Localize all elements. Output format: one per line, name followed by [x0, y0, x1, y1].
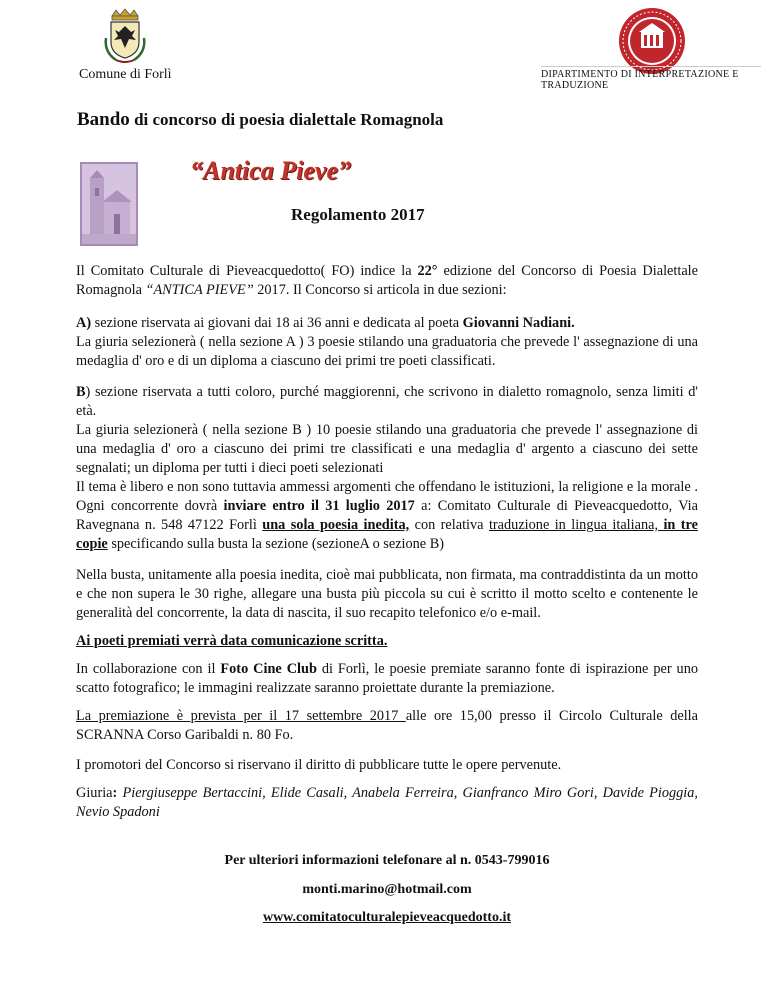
- church-image: [80, 162, 138, 246]
- foto-paragraph: [76, 660, 698, 698]
- section-a-jury: La giuria selezionerà ( nella sezione A ) 3 poesie stilando una graduatoria che prevede l' assegnazione di una medaglia d' oro e di un diploma a ciascuno dei primi tre poeti classificati.: [76, 334, 698, 369]
- contact-phone: Per ulteriori informazioni telefonare al n. 0543-799016: [224, 853, 550, 868]
- foto-text-1: In collaborazione con il: [76, 661, 221, 677]
- foto-club-name: Foto Cine Club: [220, 661, 317, 677]
- poet-name: Giovanni Nadiani.: [462, 315, 575, 331]
- page-title: [77, 109, 443, 131]
- tema-text-4: specificando sulla busta la sezione (sezioneA o sezione B): [107, 536, 445, 552]
- deadline: inviare entro il 31 luglio 2017: [223, 498, 415, 514]
- tema-paragraph: [76, 478, 698, 554]
- giuria-names: Piergiuseppe Bertaccini, Elide Casali, Anabela Ferreira, Gianfranco Miro Gori, Davide Pioggia, Nevio Spadoni: [76, 785, 698, 820]
- diritto-text: I promotori del Concorso si riservano il diritto di pubblicare tutte le opere pervenute.: [76, 757, 562, 773]
- section-a-text: sezione riservata ai giovani dai 18 ai 36 anni e dedicata al poeta: [91, 315, 463, 331]
- tema-text-1: Il tema è libero e non sono tuttavia ammessi argomenti che offendano le istituzioni, la religione e la morale . Ogni concorrente dovrà: [76, 479, 698, 514]
- giuria-colon: :: [112, 785, 118, 801]
- giuria-label: Giuria: [76, 785, 113, 801]
- busta-text: Nella busta, unitamente alla poesia inedita, cioè mai pubblicata, non firmata, ma contraddistinta da un motto e che non supera le 30 righe, allegare una busta più piccola su cui è scritto il motto scelto e contenente le generalità del concorrente, la data di nascita, il suo recapito telefonico e/o e-mail.: [76, 567, 698, 621]
- comune-name: Comune di Forlì: [79, 67, 172, 82]
- comune-crest-logo: [102, 8, 148, 64]
- section-a: [76, 314, 698, 371]
- tema-text-2: a: Comitato Culturale di Pieveacquedotto, Via Ravegnana n. 548 47122 Forlì: [76, 498, 699, 533]
- contest-name: “Antica Pieve”: [190, 156, 352, 185]
- title-rest: di concorso di poesia dialettale Romagnola: [129, 110, 444, 129]
- giuria-paragraph: [76, 784, 698, 822]
- premiati-text: Ai poeti premiati verrà data comunicazione scritta.: [76, 633, 388, 649]
- premiazione-date: La premiazione è prevista per il 17 settembre 2017: [76, 708, 406, 724]
- intro-text-3: 2017. Il Concorso si articola in due sezioni:: [253, 282, 507, 298]
- intro-text-2: edizione del Concorso di Poesia Dialettale Romagnola: [76, 263, 698, 298]
- section-b-jury: La giuria selezionerà ( nella sezione B ) 10 poesie stilando una graduatoria che prevede l' assegnazione di una medaglia d' oro a ciascuno dei primi tre classificati e una medaglia d' argento a ciascuno dei sette segnalati; un diploma per tutti i dieci poeti selezionati: [76, 422, 698, 476]
- translation-rule: traduzione in lingua italiana,: [488, 517, 659, 533]
- premiazione-paragraph: [76, 707, 698, 745]
- intro-paragraph: [76, 262, 698, 300]
- foto-text-2: di Forlì, le poesie premiate saranno fonte di ispirazione per uno scatto fotografico; le immagini realizzate saranno proiettate durante la premiazione.: [76, 661, 698, 696]
- single-poem-rule: una sola poesia inedita,: [262, 517, 410, 533]
- section-a-label: A): [76, 315, 92, 331]
- tema-text-3: con relativa: [409, 517, 489, 533]
- premiazione-text: alle ore 15,00 presso il Circolo Culturale della SCRANNA Corso Garibaldi n. 80 Fo.: [76, 708, 698, 743]
- regolamento-heading: Regolamento 2017: [291, 205, 425, 224]
- contact-website-link[interactable]: www.comitatoculturalepieveacquedotto.it: [262, 910, 512, 925]
- edition-number: 22°: [417, 263, 438, 279]
- contest-name-inline: “ANTICA PIEVE”: [145, 282, 254, 298]
- premiati-paragraph: [76, 632, 698, 651]
- department-name: DIPARTIMENTO DI INTERPRETAZIONE E TRADUZIONE: [541, 69, 739, 91]
- diritto-paragraph: [76, 756, 698, 775]
- contact-email[interactable]: monti.marino@hotmail.com: [302, 882, 472, 897]
- busta-paragraph: [76, 566, 698, 623]
- title-bando-word: Bando: [77, 109, 130, 130]
- section-b: [76, 383, 698, 478]
- section-b-text: ) sezione riservata a tutti coloro, purché maggiorenni, che scrivono in dialetto romagnolo, senza limiti d' età.: [76, 384, 698, 419]
- header-divider: [541, 66, 761, 67]
- intro-text-1: Il Comitato Culturale di Pieveacquedotto( FO) indice la: [76, 263, 418, 279]
- copies-rule: in tre copie: [76, 517, 698, 552]
- section-b-label: B: [76, 384, 86, 400]
